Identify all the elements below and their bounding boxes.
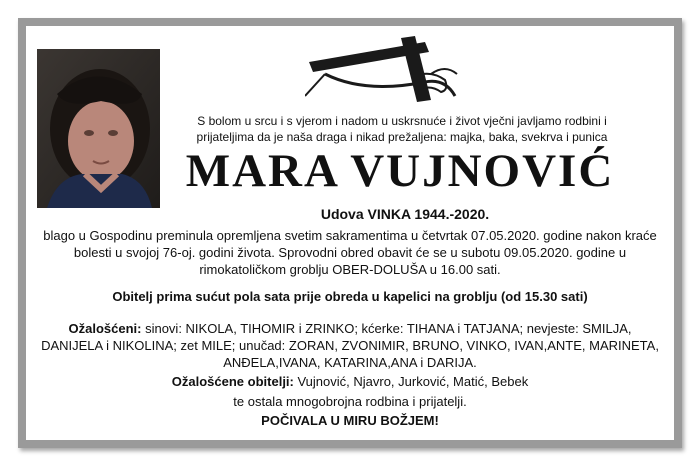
rip-text: POČIVALA U MIRU BOŽJEM! <box>261 413 439 428</box>
mourners-label: Ožalošćeni: <box>68 321 142 336</box>
families-label: Ožalošćene obitelji: <box>171 374 294 389</box>
relatives: te ostala mnogobrojna rodbina i prijatelji. <box>233 394 467 409</box>
families <box>40 374 660 389</box>
portrait-photo <box>37 49 160 208</box>
families-text: Vujnović, Njavro, Jurković, Matić, Bebek <box>293 374 529 389</box>
body-text: blago u Gospodinu preminula opremljena svetim sakramentima u četvrtak 07.05.2020. godine nakon kraće bolesti u svojoj 76-oj. godini života. Sprovodni obred obavit će se u subotu 09.05.2020. godine u rimokatoličkom groblju OBER-DOLUŠA u 16.00 sati. <box>43 228 657 277</box>
cross-icon <box>305 34 465 106</box>
intro-text: S bolom u srcu i s vjerom i nadom u uskrsnuće i život vječni javljamo rodbini i prijateljima da je naša draga i nikad prežaljena: majka, baka, svekrva i punica <box>196 114 608 144</box>
deceased-name: MARA VUJNOVIĆ <box>185 145 615 197</box>
mourners-text: sinovi: NIKOLA, TIHOMIR i ZRINKO; kćerke: TIHANA i TATJANA; nevjeste: SMILJA, DANIJELA i NIKOLINA; zet MILE; unučad: ZORAN, ZVONIMIR, BRUNO, VINKO, IVAN,ANTE, MARINETA, ANĐELA,IVANA, KATARINA,ANA i DARIJA. <box>41 321 659 370</box>
subtitle: Udova VINKA 1944.-2020. <box>320 206 490 222</box>
mourners <box>40 320 660 371</box>
condolence-note: Obitelj prima sućut pola sata prije obreda u kapelici na groblju (od 15.30 sati) <box>112 289 588 304</box>
